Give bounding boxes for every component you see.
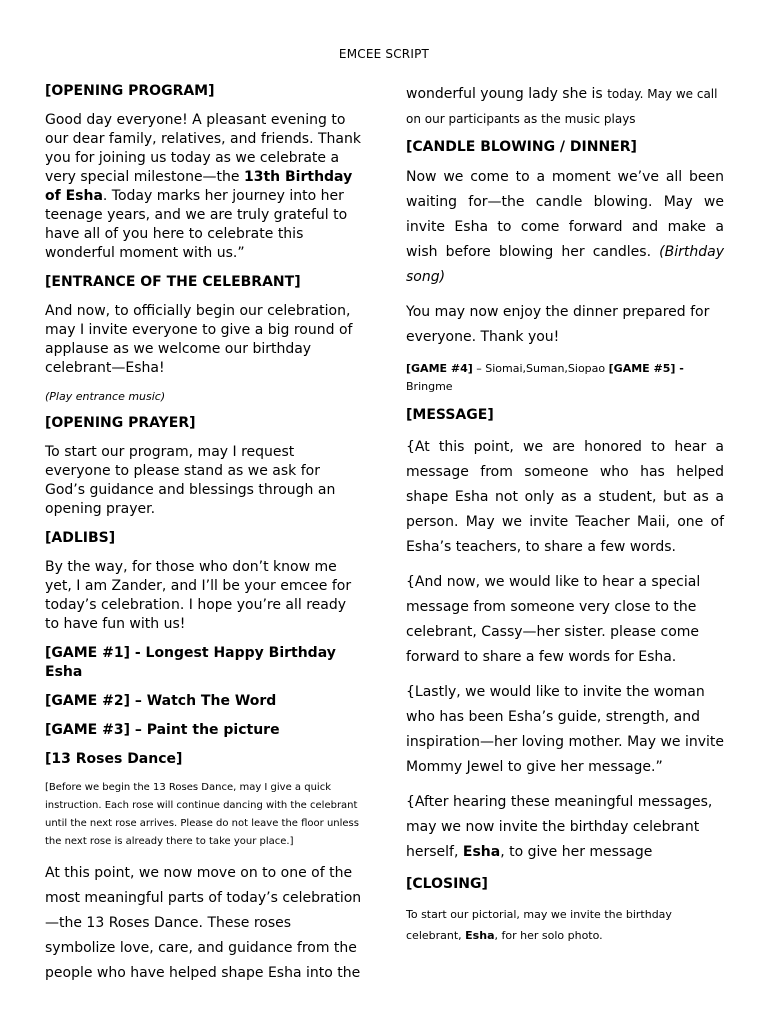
game-5-label: [GAME #5] - bbox=[608, 362, 684, 375]
message-celebrant-bold: Esha bbox=[462, 844, 501, 860]
closing-heading: [CLOSING] bbox=[406, 876, 488, 892]
game-4-text: – Siomai,Suman,Siopao bbox=[472, 362, 609, 375]
candle-text-main: Now we come to a moment we’ve all been waiting for—the candle blowing. May we invite Esha to come forward and make a wish before blowing her candles. bbox=[406, 169, 724, 260]
message-teacher: {At this point, we are honored to hear a message from someone who has helped shape Esha not only as a student, but as a person. May we invite Teacher Maii, one of Esha’s teachers, to share a few words. bbox=[406, 439, 724, 555]
roses-heading: [13 Roses Dance] bbox=[45, 751, 183, 767]
game-2-heading: [GAME #2] – Watch The Word bbox=[45, 693, 277, 709]
left-column bbox=[45, 82, 363, 996]
message-mother: {Lastly, we would like to invite the woman who has been Esha’s guide, strength, and inspiration—her loving mother. May we invite Mommy Jewel to give her message.” bbox=[406, 684, 725, 775]
dinner-text: You may now enjoy the dinner prepared for everyone. Thank you! bbox=[406, 304, 710, 345]
page-title: EMCEE SCRIPT bbox=[338, 47, 430, 61]
opening-program-text-a: Good day everyone! A pleasant evening to our dear family, relatives, and friends. Thank you for joining us today as we celebrate a very special milestone—the bbox=[45, 112, 361, 185]
roses-text: At this point, we now move on to one of the most meaningful parts of today’s celebration—the 13 Roses Dance. These roses symbolize love, care, and guidance from the people who have helped shape Esha into the bbox=[45, 865, 362, 981]
roses-continuation bbox=[406, 82, 724, 132]
adlibs-heading: [ADLIBS] bbox=[45, 530, 116, 546]
right-column bbox=[406, 82, 724, 954]
message-celebrant bbox=[406, 790, 724, 865]
opening-program-bold: 13th Birthday of Esha bbox=[45, 169, 353, 204]
games-4-5-line bbox=[406, 360, 724, 396]
candle-text bbox=[406, 165, 724, 290]
message-heading: [MESSAGE] bbox=[406, 407, 494, 423]
closing-text-a: To start our pictorial, may we invite the birthday celebrant, bbox=[406, 908, 672, 942]
game-3-heading: [GAME #3] – Paint the picture bbox=[45, 722, 280, 738]
closing-bold: Esha bbox=[465, 929, 495, 942]
adlibs-text: By the way, for those who don’t know me yet, I am Zander, and I’ll be your emcee for today’s celebration. I hope you’re all ready to have fun with us! bbox=[45, 559, 352, 632]
entrance-note: (Play entrance music) bbox=[45, 390, 166, 403]
opening-prayer-text: To start our program, may I request everyone to please stand as we ask for God’s guidance and blessings through an opening prayer. bbox=[45, 444, 336, 517]
candle-heading: [CANDLE BLOWING / DINNER] bbox=[406, 139, 637, 155]
roses-instruction: [Before we begin the 13 Roses Dance, may I give a quick instruction. Each rose will continue dancing with the celebrant until the next rose arrives. Please do not leave the floor unless the next rose is already there to take your place.] bbox=[45, 782, 359, 847]
continuation-b: today. May we call on our participants as the music plays bbox=[406, 87, 718, 126]
opening-program-text bbox=[45, 111, 363, 263]
closing-text bbox=[406, 904, 724, 946]
closing-text-b: , for her solo photo. bbox=[494, 929, 603, 942]
game-1-heading: [GAME #1] - Longest Happy Birthday Esha bbox=[45, 645, 336, 680]
continuation-a: wonderful young lady she is bbox=[406, 86, 608, 102]
entrance-text: And now, to officially begin our celebration, may I invite everyone to give a big round of applause as we welcome our birthday celebrant—Esha! bbox=[45, 303, 353, 376]
birthday-song-note: (Birthday song) bbox=[406, 244, 724, 285]
game-5-text: Bringme bbox=[406, 380, 453, 393]
entrance-heading: [ENTRANCE OF THE CELEBRANT] bbox=[45, 274, 301, 290]
game-4-label: [GAME #4] bbox=[406, 362, 473, 375]
message-celebrant-a: {After hearing these meaningful messages, may we now invite the birthday celebrant herself, bbox=[406, 794, 713, 860]
opening-prayer-heading: [OPENING PRAYER] bbox=[45, 415, 196, 431]
message-sister: {And now, we would like to hear a special message from someone very close to the celebrant, Cassy—her sister. please come forward to share a few words for Esha. bbox=[406, 574, 701, 665]
message-celebrant-b: , to give her message bbox=[500, 844, 653, 860]
opening-program-heading: [OPENING PROGRAM] bbox=[45, 83, 215, 99]
opening-program-text-b: . Today marks her journey into her teenage years, and we are truly grateful to have all of you here to celebrate this wonderful moment with us.” bbox=[45, 188, 348, 261]
